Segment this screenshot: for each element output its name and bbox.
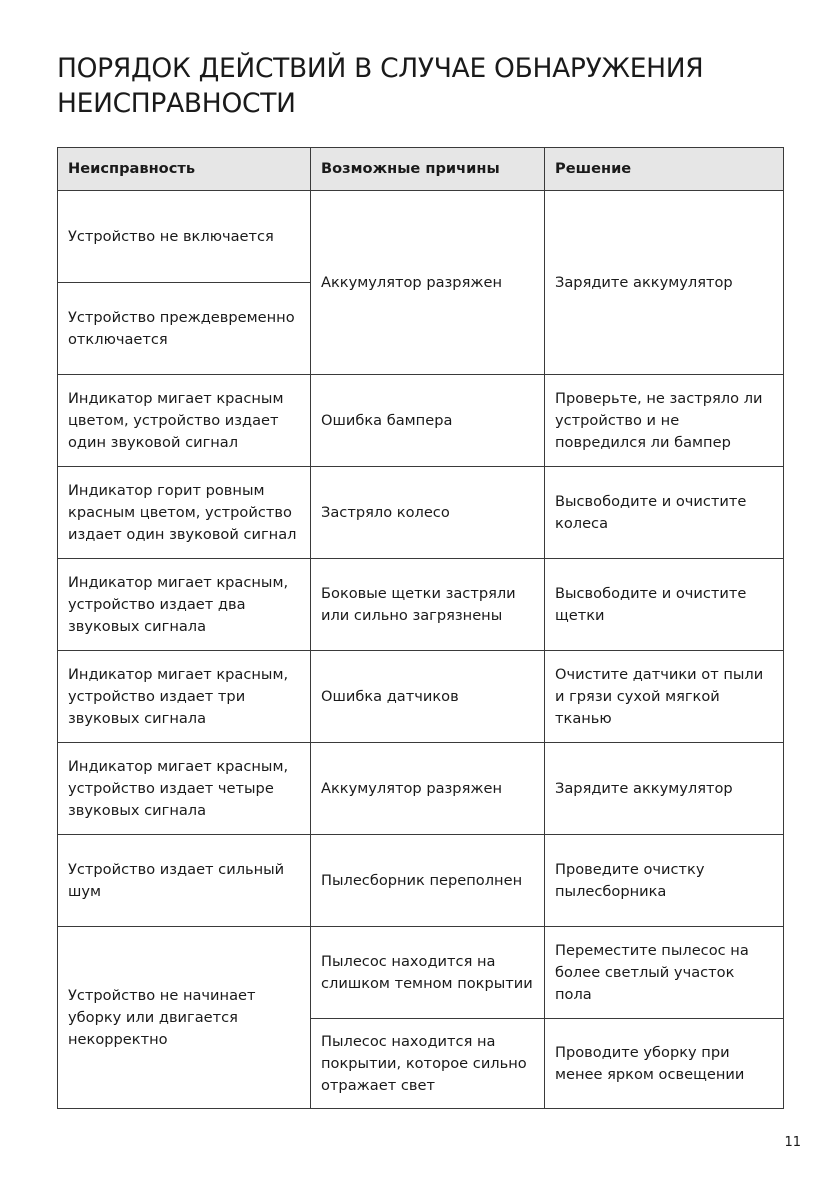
header-causes: Возможные причины xyxy=(311,148,545,191)
solution-cell: Высвободите и очистите щетки xyxy=(545,559,784,651)
solution-cell: Переместите пылесос на более светлый участок пола xyxy=(545,927,784,1019)
cause-cell: Пылесборник переполнен xyxy=(311,835,545,927)
table-row xyxy=(58,651,784,743)
solution-cell: Высвободите и очистите колеса xyxy=(545,467,784,559)
cause-cell: Пылесос находится на слишком темном покрытии xyxy=(311,927,545,1019)
table-row xyxy=(58,559,784,651)
problem-cell: Устройство издает сильный шум xyxy=(58,835,311,927)
table-row xyxy=(58,835,784,927)
table-row xyxy=(58,927,784,1019)
table-row xyxy=(58,191,784,283)
page-number: 11 xyxy=(784,1135,801,1150)
cause-cell: Ошибка датчиков xyxy=(311,651,545,743)
problem-cell: Устройство не включается xyxy=(58,191,311,283)
solution-cell: Зарядите аккумулятор xyxy=(545,743,784,835)
cause-cell: Боковые щетки застряли или сильно загрязнены xyxy=(311,559,545,651)
cause-cell: Аккумулятор разряжен xyxy=(311,743,545,835)
cause-cell: Застряло колесо xyxy=(311,467,545,559)
problem-cell: Индикатор горит ровным красным цветом, устройство издает один звуковой сигнал xyxy=(58,467,311,559)
table-header-row xyxy=(58,148,784,191)
problem-cell: Индикатор мигает красным цветом, устройство издает один звуковой сигнал xyxy=(58,375,311,467)
problem-cell: Устройство не начинает уборку или двигается некорректно xyxy=(58,927,311,1109)
solution-cell: Проверьте, не застряло ли устройство и не повредился ли бампер xyxy=(545,375,784,467)
solution-cell: Проведите очистку пылесборника xyxy=(545,835,784,927)
header-solution: Решение xyxy=(545,148,784,191)
page-title: ПОРЯДОК ДЕЙСТВИЙ В СЛУЧАЕ ОБНАРУЖЕНИЯ НЕИСПРАВНОСТИ xyxy=(57,53,704,119)
problem-cell: Индикатор мигает красным, устройство издает два звуковых сигнала xyxy=(58,559,311,651)
troubleshooting-table xyxy=(57,147,784,1109)
problem-cell: Индикатор мигает красным, устройство издает четыре звуковых сигнала xyxy=(58,743,311,835)
solution-cell: Проводите уборку при менее ярком освещении xyxy=(545,1019,784,1109)
cause-cell: Аккумулятор разряжен xyxy=(311,191,545,375)
table-row xyxy=(58,743,784,835)
problem-cell: Индикатор мигает красным, устройство издает три звуковых сигнала xyxy=(58,651,311,743)
table-row xyxy=(58,467,784,559)
cause-cell: Ошибка бампера xyxy=(311,375,545,467)
header-problem: Неисправность xyxy=(58,148,311,191)
problem-cell: Устройство преждевременно отключается xyxy=(58,283,311,375)
solution-cell: Очистите датчики от пыли и грязи сухой мягкой тканью xyxy=(545,651,784,743)
solution-cell: Зарядите аккумулятор xyxy=(545,191,784,375)
cause-cell: Пылесос находится на покрытии, которое сильно отражает свет xyxy=(311,1019,545,1109)
table-row xyxy=(58,375,784,467)
